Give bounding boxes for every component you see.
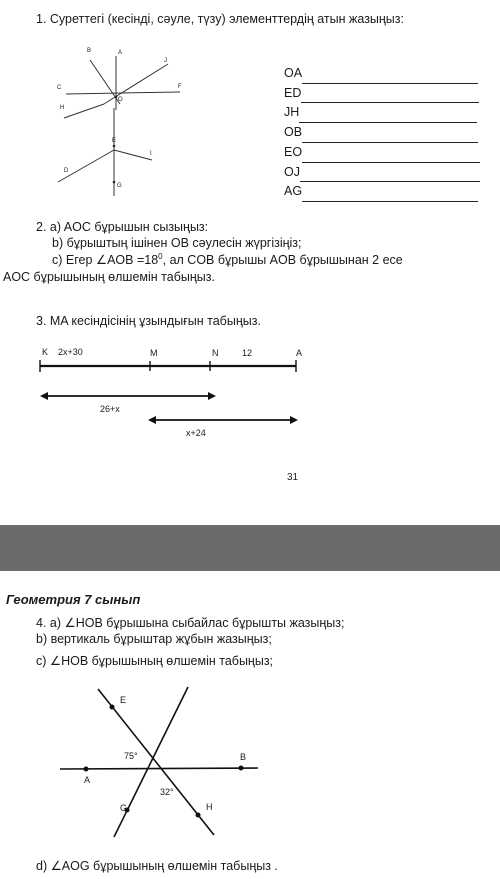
task3-label-a: A	[296, 348, 303, 358]
task3-title: 3. MA кесіндісінің ұзындығын табыңыз.	[36, 314, 261, 328]
task4-d: d) ∠AOG бұрышының өлшемін табыңыз .	[36, 859, 278, 873]
task3-label-n: N	[212, 348, 219, 358]
fig4-label-angle1: 75°	[124, 751, 138, 761]
answer-row-ag: AG	[284, 182, 480, 202]
fig4-label-angle2: 32°	[160, 787, 174, 797]
task2-c: c) Егер ∠AOB $=18^0$, ал COB бұрышы AOB бұрышынан 2 есе	[52, 252, 403, 268]
task4-figure	[0, 571, 500, 879]
fig1-label-i: I	[150, 151, 152, 157]
task4-b: b) вертикаль бұрыштар жұбын жазыңыз;	[36, 632, 272, 646]
task2-b: b) бұрыштың ішінен OB сәулесін жүргізіңіз;	[52, 236, 302, 250]
answer-row-jh: JH	[284, 103, 480, 123]
fig1-label-b: B	[87, 48, 92, 54]
page2-header: Геометрия 7 сынып	[6, 592, 141, 607]
fig1-label-o: O	[118, 97, 123, 103]
answer-row-oa: OA	[284, 64, 480, 84]
fig1-label-c: C	[57, 85, 62, 91]
fig4-label-h: H	[206, 802, 213, 812]
task3-arrow1-label: 26+x	[100, 404, 120, 414]
fig1-label-e: E	[112, 138, 117, 144]
task3-arrow2-label: x+24	[186, 428, 206, 438]
page-number: 31	[287, 472, 299, 483]
task3-label-m: M	[150, 348, 158, 358]
fig4-label-g: G	[120, 803, 128, 813]
answer-row-ed: ED	[284, 84, 480, 104]
fig1-label-h: H	[60, 105, 65, 111]
fig4-label-e: E	[120, 695, 127, 705]
fig1-label-d: D	[64, 168, 69, 174]
answer-row-oj: OJ	[284, 163, 480, 183]
task2-c-line2: AOC бұрышының өлшемін табыңыз.	[3, 270, 215, 284]
task4-c: c) ∠HOB бұрышының өлшемін табыңыз;	[36, 654, 274, 668]
task1-title: 1. Суреттегі (кесінді, сәуле, түзу) элементтердің атын жазыңыз:	[36, 12, 404, 26]
task4-a: 4. a) ∠HOB бұрышына сыбайлас бұрышты жазыңыз;	[36, 616, 345, 630]
page-gap	[0, 525, 500, 571]
fig1-label-a: A	[118, 50, 123, 56]
answer-row-eo: EO	[284, 143, 480, 163]
line-ab	[60, 768, 258, 769]
page-bottom	[0, 571, 500, 879]
task2-a: 2. a) AOC бұрышын сызыңыз:	[36, 220, 209, 234]
task3-label-n-val: 12	[242, 348, 253, 358]
fig1-label-g: G	[117, 183, 122, 189]
task3-label-k-expr: 2x+30	[58, 347, 83, 357]
fig4-label-a: A	[84, 775, 91, 785]
fig4-label-b: B	[240, 752, 247, 762]
fig1-label-f: F	[178, 84, 182, 90]
line-og	[114, 687, 188, 837]
fig1-label-j: J	[164, 58, 167, 64]
task3-label-k: K	[42, 347, 49, 357]
answer-row-ob: OB	[284, 123, 480, 143]
